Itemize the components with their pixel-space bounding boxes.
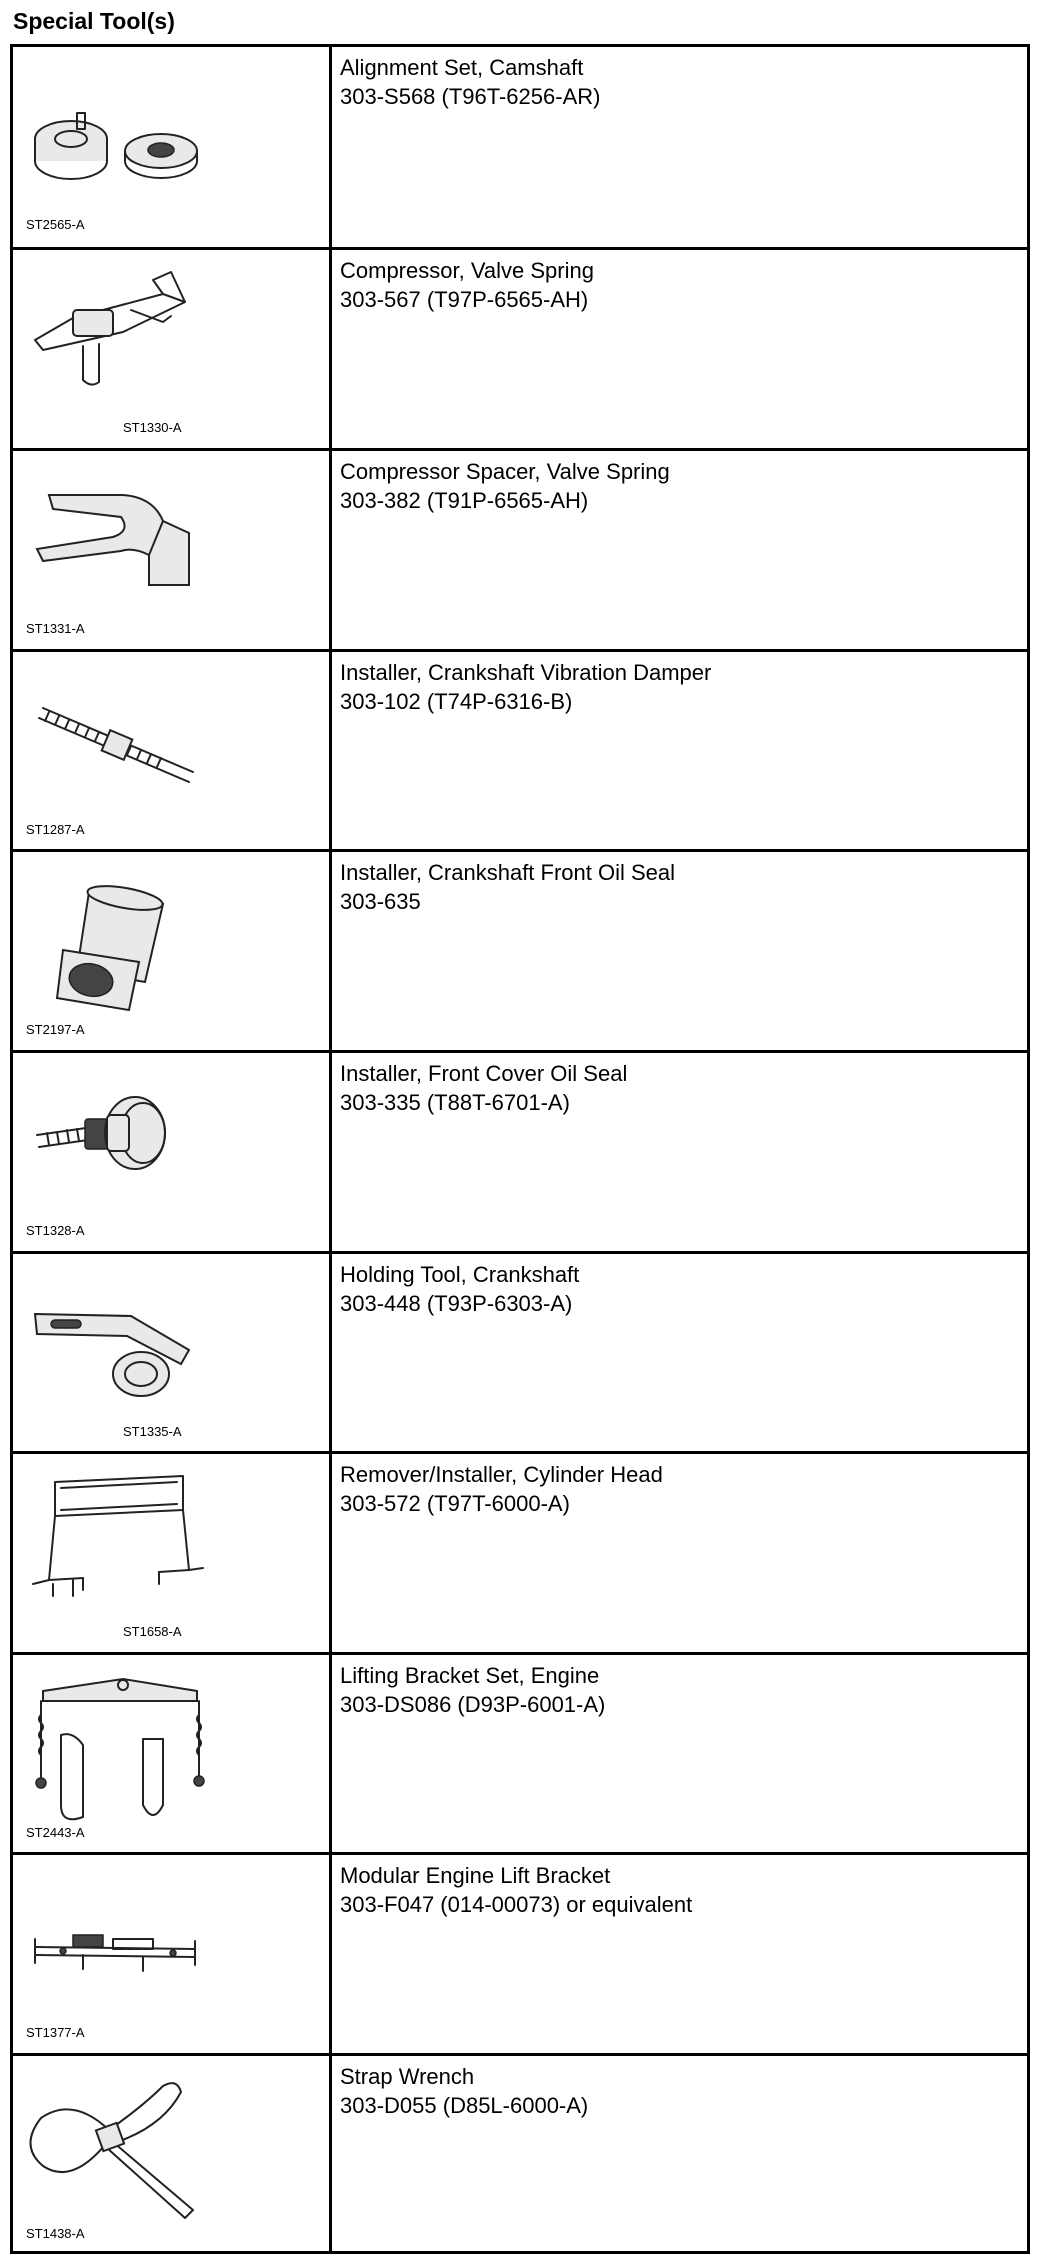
- engine-lift-bracket-icon: [13, 1855, 329, 2051]
- table-row: [13, 649, 1027, 849]
- tool-code: ST1335-A: [123, 1424, 182, 1439]
- table-row: [13, 1251, 1027, 1451]
- tool-code: ST1331-A: [26, 621, 85, 636]
- tool-description: [340, 1861, 692, 1919]
- table-row: [13, 1451, 1027, 1652]
- tool-description: [340, 658, 711, 716]
- tool-image-cell: [13, 852, 332, 1050]
- tool-code: ST1438-A: [26, 2226, 85, 2241]
- tool-name: Installer, Front Cover Oil Seal: [340, 1061, 628, 1086]
- tool-number: 303-635: [340, 889, 421, 914]
- table-row: [13, 2053, 1027, 2251]
- strap-wrench-icon: [13, 2056, 329, 2252]
- vibration-damper-installer-icon: [13, 652, 329, 848]
- tool-number: 303-D055 (D85L-6000-A): [340, 2093, 589, 2118]
- tool-name: Lifting Bracket Set, Engine: [340, 1663, 600, 1688]
- tool-name: Strap Wrench: [340, 2064, 475, 2089]
- tool-name: Installer, Crankshaft Front Oil Seal: [340, 860, 676, 885]
- tool-image-cell: [13, 1855, 332, 2053]
- valve-spring-compressor-spacer-icon: [13, 451, 329, 647]
- tool-description: [340, 256, 594, 314]
- tool-name: Modular Engine Lift Bracket: [340, 1863, 611, 1888]
- tool-description: [340, 2062, 588, 2120]
- tool-description: [340, 53, 600, 111]
- tool-name: Remover/Installer, Cylinder Head: [340, 1462, 663, 1487]
- table-row: [13, 1050, 1027, 1251]
- tool-image-cell: [13, 2056, 332, 2251]
- table-row: [13, 247, 1027, 448]
- tool-image-cell: [13, 1053, 332, 1251]
- tool-code: ST2443-A: [26, 1825, 85, 1840]
- tool-code: ST2197-A: [26, 1022, 85, 1037]
- tool-number: 303-448 (T93P-6303-A): [340, 1291, 573, 1316]
- tool-code: ST1287-A: [26, 822, 85, 837]
- table-row: [13, 448, 1027, 649]
- table-row: [13, 47, 1027, 247]
- tool-code: ST1330-A: [123, 420, 182, 435]
- camshaft-alignment-set-icon: [13, 47, 329, 243]
- tool-code: ST1377-A: [26, 2025, 85, 2040]
- valve-spring-compressor-icon: [13, 250, 329, 446]
- tool-number: 303-S568 (T96T-6256-AR): [340, 84, 601, 109]
- table-row: [13, 1852, 1027, 2053]
- tool-image-cell: [13, 47, 332, 247]
- tool-description: [340, 1661, 605, 1719]
- tool-name: Compressor Spacer, Valve Spring: [340, 459, 670, 484]
- tool-image-cell: [13, 1254, 332, 1451]
- tool-number: 303-335 (T88T-6701-A): [340, 1090, 570, 1115]
- tool-description: [340, 1260, 579, 1318]
- table-row: [13, 1652, 1027, 1852]
- tool-image-cell: [13, 1655, 332, 1852]
- tool-number: 303-102 (T74P-6316-B): [340, 689, 573, 714]
- tool-description: [340, 457, 670, 515]
- tool-code: ST1658-A: [123, 1624, 182, 1639]
- tool-name: Holding Tool, Crankshaft: [340, 1262, 580, 1287]
- tool-image-cell: [13, 250, 332, 448]
- tool-number: 303-F047 (014-00073) or equivalent: [340, 1892, 693, 1917]
- engine-lifting-bracket-icon: [13, 1655, 329, 1851]
- special-tools-table: [10, 44, 1030, 2254]
- tool-number: 303-572 (T97T-6000-A): [340, 1491, 570, 1516]
- tool-number: 303-382 (T91P-6565-AH): [340, 488, 589, 513]
- front-oil-seal-installer-icon: [13, 852, 329, 1048]
- tool-image-cell: [13, 652, 332, 849]
- tool-code: ST1328-A: [26, 1223, 85, 1238]
- tool-description: [340, 1059, 627, 1117]
- tool-number: 303-567 (T97P-6565-AH): [340, 287, 589, 312]
- tool-image-cell: [13, 451, 332, 649]
- tool-name: Installer, Crankshaft Vibration Damper: [340, 660, 712, 685]
- page-title: Special Tool(s): [13, 8, 175, 34]
- front-cover-seal-installer-icon: [13, 1053, 329, 1249]
- table-row: [13, 849, 1027, 1050]
- crankshaft-holding-tool-icon: [13, 1254, 329, 1450]
- tool-code: ST2565-A: [26, 217, 85, 232]
- tool-name: Compressor, Valve Spring: [340, 258, 594, 283]
- tool-description: [340, 858, 675, 916]
- tool-name: Alignment Set, Camshaft: [340, 55, 584, 80]
- tool-description: [340, 1460, 663, 1518]
- cylinder-head-remover-icon: [13, 1454, 329, 1650]
- tool-number: 303-DS086 (D93P-6001-A): [340, 1692, 606, 1717]
- tool-image-cell: [13, 1454, 332, 1652]
